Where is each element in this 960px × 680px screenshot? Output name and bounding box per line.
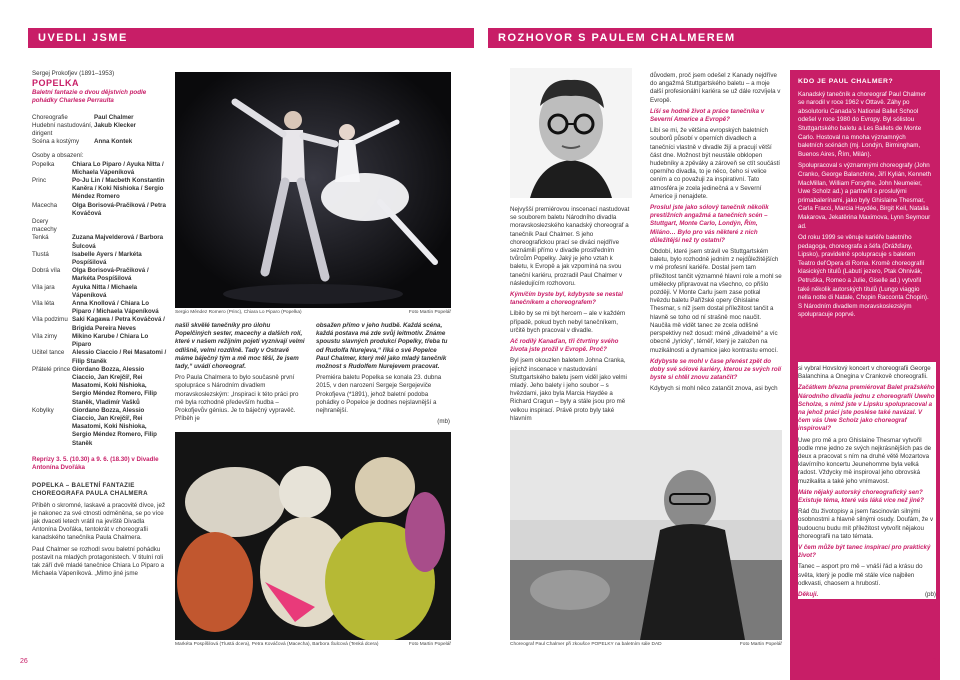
cast-row: [32, 284, 167, 300]
author-sign: (mb): [437, 418, 450, 426]
cast-actors: Giordano Bozza, Alessio Ciaccio, Jan Krejčíř, Rei Masatomi, Koki Nishioka, Sergio Méndez Romero, Filip Staněk, Vladimír Vašků: [72, 365, 157, 406]
cast-role: Kobylky: [32, 406, 54, 414]
production-title: POPELKA: [32, 78, 80, 89]
middle-column-2: [316, 322, 450, 426]
cast-row: [32, 300, 167, 316]
interviewer-sign: (pb): [924, 591, 936, 599]
answer-7: Rád čtu životopisy a jsem fascinován silnými osobnostmi a hlavně silnými osudy. Doufám, že v budoucnu budu mít příležitost vytvořit nějakou choreografii na tato témata.: [798, 508, 934, 540]
cast-role: Víla jara: [32, 283, 55, 291]
right-page: [480, 0, 960, 679]
sidebar-title: KDO JE PAUL CHALMER?: [798, 78, 894, 85]
composer: Sergej Prokofjev (1891–1953): [32, 70, 115, 77]
mid-text: Pro Paula Chalmera to bylo současně první spolupráce s Národním divadlem moravskoslezským: „Inspiraci k této práci pro mě byla rozhodně především hudba – Prokofjevův génius. Je to báječný vypravěč. Příběh je: [175, 374, 299, 423]
portrait-photo: [510, 68, 632, 198]
sidebar-paragraph-1: Kanadský tanečník a choreograf Paul Chalmer se narodil v roce 1962 v Ottavě. Záhy po absolutoriu Canada's National Ballet School odešel v roce 1980 do Evropy. Byl sólistou Stuttgartského baletu a Les Ballets de Monte Carlo. Hostoval na mnoha významných baletních scénách (mj. Londýn, Birmingham, Buenos Aires, Řím, Milán).: [798, 90, 926, 158]
intro-text: Nejvyšší premiérovou inscenací nastudovat se souborem baletu Národního divadla moravskoslezského kanadský choreograf a tanečník Paul Chalmer. S jeho choreografickou prací se diváci nejdříve seznámili přímo v divadle prostředním tvůrcům Popelky. Jaký je jeho vztah k baletu, k Evropě a jak vzpomíná na svou taneční kariéru, prozradil Paul Chalmer v následujícím rozhovoru.: [510, 206, 630, 287]
photo1-caption: Sergio Méndez Romero (Princ), Chiara Lo Piparo (Popelka): [175, 310, 302, 315]
cast-row: [32, 218, 167, 234]
quote-text-2: obsažen přímo v jeho hudbě. Každá scéna, každá postava má zde svůj leitmotiv. Známe spoustu slavných produkcí Popelky, třeba tu od Rudolfa Nurejeva,“ říká o své Popelce Paul Chalmer, který měl jako mladý tanečník možnost s Rudolfem Nurejevem pracovat.: [316, 322, 448, 371]
rehearsal-caption-row: [510, 642, 782, 647]
credit-role: Choreografie: [32, 113, 68, 121]
cast-actors: Giordano Bozza, Alessio Ciaccio, Jan Krejčíř, Rei Masatomi, Koki Nishioka, Sergio Méndez Romero, Filip Staněk: [72, 406, 157, 447]
question-6: Začátkem března premiérovat Balet pražského Národního divadla jednu z choreografií Uweho Scholze, s nímž jste v Lipsku spolupracoval a na jehož práci jste poslése také navázal. V čem vás Uwe Scholz jako choreograf inspiroval?: [798, 384, 935, 433]
sidebar-paragraph-3: Od roku 1999 se věnuje kariéře baletního pedagoga, choreografa a šéfa (Drážďany, Lipsko), pravidelně spolupracuje s baletem Teatro del'Opera di Roma. Kromě choreografií klasických titulů (Labutí jezero, Ptak Ohnivák, Petruška, Romeo a Julie, Giselle ad.) vytvořil také několik autorských titulů (Lungo viaggio nella notte di Natale, Chopin Racconta Chopin). S Národním divadlem moravskoslezským spolupracuje poprvé.: [798, 234, 929, 319]
section-banner: UVEDLI JSME: [28, 28, 474, 48]
credit-name: Jakub Klecker: [94, 121, 136, 129]
cast-heading: Osoby a obsazení:: [32, 152, 84, 160]
cast-row: [32, 234, 167, 250]
credit-name: Paul Chalmer: [94, 113, 134, 121]
cast-row: [32, 177, 167, 202]
cast-role: Učitel tance: [32, 349, 65, 357]
photo2-caption-row: [175, 642, 451, 647]
cast-role: Tlustá: [32, 250, 49, 258]
question-3: Líší se hodně život a práce tanečníka v Severní Americe a Evropě?: [650, 107, 765, 124]
rehearsal-caption: Choreograf Paul Chalmer při zkoušce POPELKY na baletním sále DAD: [510, 642, 662, 647]
answer-3: Líbí se mi, že většina evropských baletních souborů působí v operních divadlech a tanečníci vlastně v divadle žijí a pracují větší část dne. Možnost být neustále obklopen hudebníky a zpěváky a zároveň se ctít součástí operního divadla, to je něco, čeho si velice cením a co považuji za inspirativní. Tato atmosféra je zcela jedinečná a v Severní Americe ji nenajdete.: [650, 127, 781, 200]
article-body: Příběh o skromné, laskavé a pracovité dívce, jež je nakonec za své ctnosti odměněna, se po více jak dvaceti letech vrátil na jeviště Divadla Antonína Dvořáka, tentokrát v choreografii kanadského tanečníka Paula Chalmera.: [32, 501, 166, 542]
answer-2: Byl jsem okouzlen baletem Johna Cranka, jejichž inscenace v nastudování Stuttgartského baletu jsem viděl jako velmi mladý. Jeho balety i jeho soubor – s hvězdami, jako byla Marcia Haydée a Richard Cragun – byly a stále jsou pro mě velkou inspirací. Právě proto byly také hlavním: [510, 357, 627, 422]
quote-text: našli skvělé tanečníky pro úlohu Popelčiných sester, macechy a dalších rolí, které v našem režijním pojetí vyznívají velmi odlišně, velmi rozdílně. Tady v Ostravě máme báječný tým a mě moc těší, že jsem tady,“ uvádí choreograf.: [175, 322, 305, 371]
cast-actors: Alessio Ciaccio / Rei Masatomi / Filip Staněk: [72, 349, 167, 365]
cast-list: [32, 161, 167, 448]
cast-row: [32, 333, 167, 349]
question-8: V čem může být tanec inspirací pro praktický život?: [798, 544, 931, 560]
question-5: Kdybyste se mohl v čase přenést zpět do doby své sólové kariéry, kterou ze svých rolí byste si chtěl znovu zatančit?: [650, 357, 782, 382]
cast-row: [32, 161, 167, 177]
cast-row: [32, 407, 167, 448]
interview-column-2: [650, 72, 782, 397]
answer-4: Období, které jsem strávil ve Stuttgartském baletu, bylo rozhodně jedním z nejdůležitějších v mé profesní kariéře. Dostal jsem tam příležitost tančit významné hlavní role a mohl se umělecky připravovat na všechno, co přišlo později. V Monte Carlu jsem zase potkal hvězdu baletu Pařížské opery Ghislaine Thesmar, s níž jsem dostal příležitost tančit a hlavně se toho od ní strašně moc naučit. Naučila mě vidět tanec ze zcela odlišné perspektivy než dosud: méně „divadelně“ a víc obecně „lyricky“, téměř, který je založen na muzikálnosti a dynamice jako kontrastu emocí.: [650, 248, 782, 354]
page-number-right: 27: [932, 658, 940, 665]
ballet-photo-stepsisters: [175, 432, 451, 640]
cast-actors: [72, 218, 167, 234]
cast-actors: Saki Kagawa / Petra Kováčová / Brigida Pereira Neves: [72, 316, 165, 332]
premiere-info: Reprízy 3. 5. (10.30) a 9. 6. (18.30) v Divadle Antonína Dvořáka: [32, 455, 159, 471]
credit-role: Scéna a kostýmy: [32, 138, 80, 146]
cast-row: [32, 366, 167, 407]
closing-row: [798, 591, 936, 599]
sidebar-paragraph-2: Spolupracoval s významnými choreografy (John Cranko, George Balanchine, Jiří Kylián, Kenneth MacMillan, William Forsythe, John Neumeier, Uwe Scholz ad.) a partneřil s proslulými primabalerínami, jako byly Ghislaine Thesmar, Carla Fracci, Marcia Haydée, Birgit Keil, Natalia Makarova, Jekatěrina Maximova, Lynn Seymour ad.: [798, 162, 932, 230]
cast-actors: Olga Borisová-Pračiková / Markéta Pospíšilová: [72, 267, 149, 283]
credit-name: Anna Kontek: [94, 138, 133, 146]
interview-column-3: [798, 362, 936, 599]
cast-column: [32, 70, 167, 581]
photo2-credit: Foto Martin Popelář: [408, 642, 451, 647]
question-7: Máte nějaký autorský choreografický sen? Existuje téma, které vás láká více než jiné?: [798, 488, 924, 505]
question-1: Kým/čím byste byl, kdybyste se nestal tanečníkem a choreografem?: [510, 291, 623, 307]
cast-row: [32, 267, 167, 283]
premiere-text: Premiéra baletu Popelka se konala 23. dubna 2015, v den narození Sergeje Sergejeviče Prokofjeva (*1891), jehož baletní podoba pohádky o Popelce je dodnes nejslavnější a nejhranější.: [316, 374, 442, 415]
cast-role: Přátelé prince: [32, 365, 71, 373]
photo2-caption: Markéta Pospíšilová (Tlustá dcera), Petra Kováčová (Macecha), Barbora Šulcová (Tenká dcera): [175, 642, 379, 647]
cast-actors: Chiara Lo Piparo / Ayuka Nitta / Michaela Vápeníková: [72, 160, 164, 176]
answer-5: Kdybych si mohl něco zatančit znova, asi bych: [650, 385, 778, 393]
cast-role: Víla zimy: [32, 332, 58, 340]
article-body-2: Paul Chalmer se rozhodl svou baletní pohádku postavit na mladých protagonistech. V titulní roli tak září dvě mladé tanečnice Chiara Lo Piparo a Michaela Vápeníková. „Mimo jiné jsme: [32, 545, 165, 578]
thanks-text: Děkuji.: [798, 591, 819, 599]
cast-role: Víla léta: [32, 300, 55, 308]
question-2: Ač rodilý Kanaďan, tři čtvrtiny svého života jste prožil v Evropě. Proč?: [510, 338, 619, 354]
interview-column-1: [510, 206, 632, 426]
cast-role: Tenká: [32, 234, 49, 242]
cast-actors: Po-Ju Lin / Macbeth Konstantin Kaněra / Koki Nishioka / Sergio Méndez Romero: [72, 177, 165, 201]
answer-8: Tanec – asport pro mě – vnáší řád a krásu do světa, který je podle mě stále více najbilen odkvasti, chaosem a hrubostí.: [798, 563, 923, 587]
cast-actors: Olga Borisová-Pračiková / Petra Kováčová: [72, 201, 166, 217]
cast-row: [32, 349, 167, 365]
production-subtitle: Baletní fantazie o dvou dějstvích podle pohádky Charlese Perraulta: [32, 89, 147, 105]
rehearsal-illustration: [510, 430, 782, 640]
middle-column-1: [175, 322, 307, 426]
ballet-photo-prince-cinderella: [175, 72, 451, 308]
cast-row: [32, 316, 167, 332]
credit-role: Hudební nastudování, dirigent: [32, 121, 93, 138]
cast-actors: Zuzana Majvelderová / Barbora Šulcová: [72, 234, 164, 250]
left-page: [0, 0, 480, 679]
cast-role: Popelka: [32, 160, 55, 168]
cast-role: Princ: [32, 177, 47, 185]
answer-2-cont: důvodem, proč jsem odešel z Kanady nejdříve do angažmá Stuttgartského baletu – a moje další profesionální kariéra se už dále rozvíjela v Evropě.: [650, 72, 781, 104]
page-number-left: 26: [20, 658, 28, 665]
cast-role: Dcery macechy: [32, 218, 57, 234]
rehearsal-photo: [510, 430, 782, 640]
photo1-credit: Foto Martin Popelář: [408, 310, 451, 315]
answer-1: Líbilo by se mi být hercem – ale v každém případě, pokud bych nebyl tanečníkem, určitě bych pracoval v divadle.: [510, 310, 626, 334]
answer-6: Uwe pro mě a pro Ghislaine Thesmar vytvořil podle mne jedno ze svých nejkrásnějších pas de deux a pracovat s ním na druhé větě Mozartova klavírního koncertu Jeunehomme byla velká radost. Vždycky mě inspiroval jeho obrovská muzikalita a také jeho vnímavost.: [798, 436, 932, 485]
answer-5-cont: si vybral Hovslový koncert v choreografii George Balanchina a Onegina v Crankově choreografii.: [798, 365, 931, 381]
portrait-illustration: [510, 68, 632, 198]
cast-actors: Ayuka Nitta / Michaela Vápeníková: [72, 283, 138, 299]
costume-illustration: [175, 432, 451, 640]
cast-actors: Anna Knollová / Chiara Lo Piparo / Michaela Vápeníková: [72, 300, 159, 316]
cast-row: [32, 251, 167, 267]
cast-role: Víla podzimu: [32, 316, 68, 324]
question-4: Proslul jste jako sólový tanečník několik prestižních angažmá a tanečních scén – Stuttgart, Monte Carlo, Londýn, Řím, Miláno… Bylo pro vás některé z nich důležitější než ty ostatní?: [650, 204, 769, 244]
credits-list: [32, 114, 167, 147]
credit-row: [32, 138, 167, 146]
photo1-caption-row: [175, 310, 451, 315]
dancers-illustration: [175, 72, 451, 308]
credit-row: [32, 122, 167, 138]
cast-actors: Mikino Karube / Chiara Lo Piparo: [72, 332, 149, 349]
cast-role: Macecha: [32, 201, 58, 209]
article-title: POPELKA – BALETNÍ FANTAZIE CHOREOGRAFA PAULA CHALMERA: [32, 482, 148, 498]
credit-row: [32, 114, 167, 122]
cast-role: Dobrá víla: [32, 267, 61, 275]
interview-banner: ROZHOVOR S PAULEM CHALMEREM: [488, 28, 932, 48]
cast-row: [32, 202, 167, 218]
rehearsal-credit: Foto Martin Popelář: [739, 642, 782, 647]
cast-actors: Isabelle Ayers / Markéta Pospíšilová: [72, 250, 142, 267]
